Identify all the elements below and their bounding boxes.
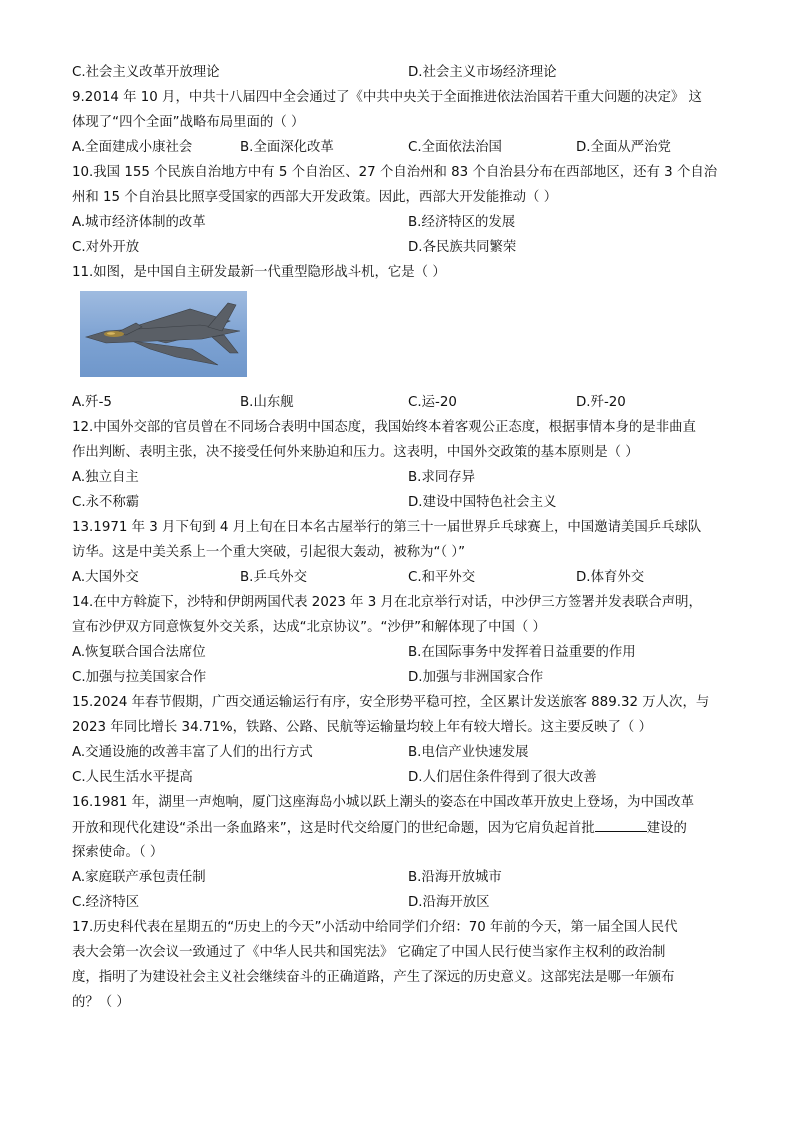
question-12-stem-cont: 作出判断、表明主张，决不接受任何外来胁迫和压力。这表明，中国外交政策的基本原则是（ ） (72, 445, 639, 460)
option-c: C.运-20 (408, 395, 457, 410)
question-10-stem-cont: 州和 15 个自治县比照享受国家的西部大开发政策。因此，西部大开发能推动（ ） (72, 190, 558, 205)
question-10-stem: 10.我国 155 个民族自治地方中有 5 个自治区、27 个自治州和 83 个自治县分布在西部地区，还有 3 个自治 (72, 165, 718, 180)
fighter-jet-icon (80, 291, 247, 377)
option-b: B.电信产业快速发展 (408, 745, 529, 760)
option-c: C.经济特区 (72, 895, 140, 910)
option-b: B.山东舰 (240, 395, 294, 410)
question-16-stem: 16.1981 年，湖里一声炮响，厦门这座海岛小城以跃上潮头的姿态在中国改革开放史上登场，为中国改革 (72, 795, 695, 810)
option-d: D.各民族共同繁荣 (408, 240, 517, 255)
fill-in-blank (595, 819, 647, 832)
question-16-stem-cont: 探索使命。（ ） (72, 845, 164, 860)
question-15-stem: 15.2024 年春节假期，广西交通运输运行有序，安全形势平稳可控，全区累计发送旅客 889.32 万人次，与 (72, 695, 710, 710)
option-a: A.歼-5 (72, 395, 112, 410)
option-d: D.社会主义市场经济理论 (408, 65, 557, 80)
option-d: D.人们居住条件得到了很大改善 (408, 770, 597, 785)
option-d: D.体育外交 (576, 570, 645, 585)
option-b: B.全面深化改革 (240, 140, 334, 155)
option-a: A.大国外交 (72, 570, 139, 585)
question-17-stem-cont: 的？（ ） (72, 995, 130, 1010)
option-c: C.加强与拉美国家合作 (72, 670, 207, 685)
question-9-stem: 9.2014 年 10 月，中共十八届四中全会通过了《中共中央关于全面推进依法治国若干重大问题的决定》 这 (72, 90, 702, 105)
option-b: B.求同存异 (408, 470, 476, 485)
question-13-stem-cont: 访华。这是中美关系上一个重大突破，引起很大轰动，被称为“（ ）” (72, 545, 466, 560)
question-11-stem: 11.如图，是中国自主研发最新一代重型隐形战斗机，它是（ ） (72, 265, 446, 280)
option-c: C.人民生活水平提高 (72, 770, 193, 785)
option-d: D.歼-20 (576, 395, 626, 410)
option-c: C.全面依法治国 (408, 140, 502, 155)
option-a: A.全面建成小康社会 (72, 140, 193, 155)
question-12-stem: 12.中国外交部的官员曾在不同场合表明中国态度，我国始终本着客观公正态度，根据事情本身的是非曲直 (72, 420, 696, 435)
option-a: A.独立自主 (72, 470, 139, 485)
question-16-text-part: 开放和现代化建设“杀出一条血路来”，这是时代交给厦门的世纪命题，因为它肩负起首批 (72, 821, 595, 836)
option-a: A.城市经济体制的改革 (72, 215, 206, 230)
option-b: B.在国际事务中发挥着日益重要的作用 (408, 645, 636, 660)
question-17-stem: 17.历史科代表在星期五的“历史上的今天”小活动中给同学们介绍：70 年前的今天，第一届全国人民代 (72, 920, 678, 935)
option-a: A.恢复联合国合法席位 (72, 645, 206, 660)
question-9-stem-cont: 体现了“四个全面”战略布局里面的（ ） (72, 115, 305, 130)
question-14-stem-cont: 宣布沙伊双方同意恢复外交关系，达成“北京协议”。“沙伊”和解体现了中国（ ） (72, 620, 546, 635)
option-d: D.建设中国特色社会主义 (408, 495, 557, 510)
question-15-stem-cont: 2023 年同比增长 34.71%，铁路、公路、民航等运输量均较上年有较大增长。这主要反映了（ ） (72, 720, 652, 735)
question-17-stem-cont: 度，指明了为建设社会主义社会继续奋斗的正确道路，产生了深远的历史意义。这部宪法是哪一年颁布 (72, 970, 675, 985)
option-c: C.社会主义改革开放理论 (72, 65, 220, 80)
question-14-stem: 14.在中方斡旋下，沙特和伊朗两国代表 2023 年 3 月在北京举行对话，中沙伊三方签署并发表联合声明， (72, 595, 702, 610)
option-b: B.乒乓外交 (240, 570, 308, 585)
option-b: B.经济特区的发展 (408, 215, 516, 230)
option-c: C.永不称霸 (72, 495, 140, 510)
question-16-stem-cont (72, 819, 687, 838)
option-c: C.对外开放 (72, 240, 140, 255)
option-b: B.沿海开放城市 (408, 870, 502, 885)
option-c: C.和平外交 (408, 570, 476, 585)
question-17-stem-cont: 表大会第一次会议一致通过了《中华人民共和国宪法》 它确定了中国人民行使当家作主权利的政治制 (72, 945, 666, 960)
stealth-fighter-image (80, 291, 247, 377)
option-d: D.沿海开放区 (408, 895, 490, 910)
option-d: D.加强与非洲国家合作 (408, 670, 544, 685)
question-16-text-part: 建设的 (646, 821, 687, 836)
option-a: A.交通设施的改善丰富了人们的出行方式 (72, 745, 313, 760)
option-a: A.家庭联产承包责任制 (72, 870, 206, 885)
question-13-stem: 13.1971 年 3 月下旬到 4 月上旬在日本名古屋举行的第三十一届世界乒乓球赛上，中国邀请美国乒乓球队 (72, 520, 702, 535)
option-d: D.全面从严治党 (576, 140, 671, 155)
